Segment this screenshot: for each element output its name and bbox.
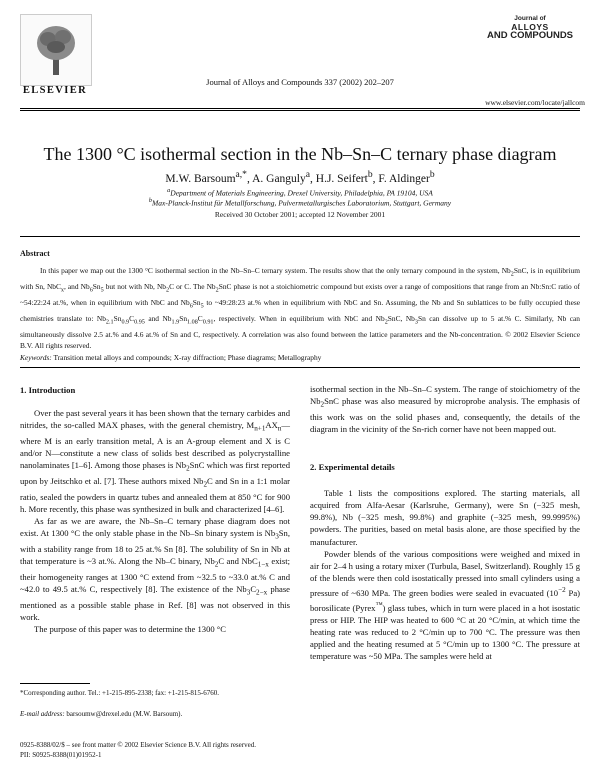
section-1-heading: 1. Introduction <box>20 385 76 395</box>
abstract-top-rule <box>20 236 580 237</box>
journal-logo-line2: ALLOYS <box>511 21 549 32</box>
intro-paragraph-2: As far as we are aware, the Nb–Sn–C ternary phase diagram does not exist. At 1300 °C the only stable phase in the Nb–Sn binary system is $Nb_3Sn$, with a stability range from 18 to 25 at.% Sn [8]. The solubility of Sn in Nb at that temperature is ~3 at.%. Along the Nb–C binary, $Nb_2C$ and NbC$_{1-x}$ exist; their homogeneity ranges at 1300 °C extend from ~32.5 to ~33.0 at.% C and ~42.0 to 49.5 at.% C, respectively [8]. The existence of the $Nb_3C_{2-x}$ phase mentioned as a possible stable phase in Ref. [8] was not observed in this work. <box>20 515 290 622</box>
affiliation-b: $^b$Max-Planck-Institut für Metallforschung, Pulvermetallurgisches Laboratorium, Stuttgart, Germany <box>148 197 452 208</box>
intro-paragraph-3: The purpose of this paper was to determine the 1300 °C <box>34 623 226 634</box>
intro-paragraph-1: Over the past several years it has been shown that the ternary carbides and nitrides, the so-called MAX phases, with the general chemistry, $M_{n+1}AX_n—where$ M is an early transition metal, A is an A-group element and X is C and/or N—constitute a new class of solids best described as polycrystalline nanolaminates [1–6]. Among those phases is $Nb_2SnC$ which was first reported upon by Jeitschko et al. [7]. These authors mixed $Nb_2C$ and Sn in a 1:1 molar ratio, sealed the powders in quartz tubes and annealed them at 850 °C for 900 h. More recently, this phase was synthesized in bulk and characterized [4–6]. <box>20 408 291 514</box>
keywords-label: Keywords: <box>20 353 52 362</box>
elsevier-logo <box>20 14 92 86</box>
author-list: M.W. Barsoum$^{a,*}$, A. Ganguly$^a$, H.J. Seifert$^b$, F. Aldinger$^b$ <box>165 169 435 185</box>
abstract-heading: Abstract <box>20 249 50 258</box>
journal-url[interactable]: www.elsevier.com/locate/jallcom <box>485 98 585 107</box>
journal-logo <box>475 16 585 41</box>
affiliation-a: $^a$Department of Materials Engineering, Drexel University, Philadelphia, PA 19104, USA <box>167 187 433 198</box>
experimental-paragraph-1: Table 1 lists the compositions explored. The starting materials, all acquired from Alfa-Aesar (Karlsruhe, Germany), were Sn (−325 mesh, 99.8%), Nb (−325 mesh, 99.8%) and graphite (−325 mesh, 99.9995%) powders. The purities, based on metal basis alone, are those specified by the manufacturer. <box>310 488 580 547</box>
abstract-text: In this paper we map out the 1300 °C isothermal section in the Nb–Sn–C ternary system. The results show that the only ternary compound in the system, $Nb_2SnC$, is in equilibrium with Sn, NbC$_x$, and $Nb_6Sn_5$ but not with Nb, $Nb_2C$ or C. The $Nb_2SnC$ phase is not a stoichiometric compound but exists over a range of compositions that range from an Nb:Sn:C ratio of ~54:22:24 at.%, when in equilibrium with NbC and $Nb_6Sn_5$ to ~49:28:23 at.% when in equilibrium with NbC and Sn. Assuming, the Nb and Sn sublattices to be fully occupied these chemistries translate to: $Nb_{2.1}Sn_{0.9}C_{0.95}$ and $Nb_{1.9}Sn_{1.08}C_{0.91}$, respectively. When in equilibrium with NbC and $Nb_2SnC$, $Nb_3Sn$ can dissolve up to 5 at.% C. Similarly, Nb can simultaneously dissolve 2.5 at.% and 4.6 at.% of Sn and C, respectively. A correlation was also found between the lattice parameters and the Nb-concentration. © 2002 Elsevier Science B.V. All rights reserved. <box>20 266 581 350</box>
footnote-rule <box>20 683 90 684</box>
keywords-text: Transition metal alloys and compounds; X-ray diffraction; Phase diagrams; Metallography <box>53 353 322 362</box>
abstract-bottom-rule <box>20 367 580 368</box>
publisher-name: ELSEVIER <box>22 85 88 96</box>
header-rule <box>20 108 580 109</box>
received-dates: Received 30 October 2001; accepted 12 November 2001 <box>214 210 386 219</box>
footnote-email: E-mail address: barsoumw@drexel.edu (M.W. Barsoum). <box>20 710 183 718</box>
footnote-corresponding: *Corresponding author. Tel.: +1-215-895-2338; fax: +1-215-815-6760. <box>20 689 219 697</box>
journal-logo-line3: AND COMPOUNDS <box>486 30 574 41</box>
header-rule-2 <box>20 110 580 111</box>
experimental-paragraph-2: Powder blends of the various compositions were weighed and mixed in air for 2–4 h using a rotary mixer (Turbula, Basel, Switzerland). Roughly 15 g of the blends were then cold isostatically pressed into small cylinders using a pressure of ~630 MPa. The green bodies were sealed in evacuated ($10^{-2}$ Pa) borosilicate (Pyrex™) glass tubes, which in turn were placed in a hot isostatic press or HIP. The HIP was heated to 600 °C at 20 °C/min, at which time the heating rate was reduced to 2 °C/min up to 700 °C. The pressure was then applied and the heating resumed at 5 °C/min up to 1300 °C. The pressure at temperature was ~50 MPa. The samples were held at <box>310 548 581 662</box>
footer-copyright: 0925-8388/02/$ – see front matter © 2002 Elsevier Science B.V. All rights reserved. <box>20 741 256 749</box>
keywords <box>20 353 580 362</box>
journal-citation: Journal of Alloys and Compounds 337 (2002) 202–207 <box>206 77 394 87</box>
right-column-text <box>310 383 580 662</box>
intro-continuation: isothermal section in the Nb–Sn–C system. The range of stoichiometry of the $Nb_2SnC$ phase was also measured by microprobe analysis. The emphasis of this work was on the solid phases and, consequently, the details of the diagram in the vicinity of the Sn-rich corner have not been mapped out. <box>310 384 580 434</box>
section-2-heading: 2. Experimental details <box>310 462 395 473</box>
journal-logo-line1: Journal of <box>514 15 546 22</box>
left-column-text <box>20 407 290 635</box>
article-title: The 1300 °C isothermal section in the Nb–Sn–C ternary phase diagram <box>43 144 557 164</box>
footer-pii: PII: S0925-8388(01)01952-1 <box>20 751 102 759</box>
